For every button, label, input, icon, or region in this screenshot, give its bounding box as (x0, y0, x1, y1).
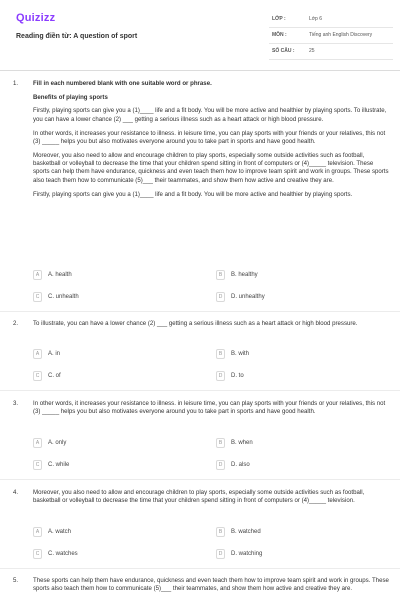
option-letter-badge: C (33, 371, 42, 381)
option-letter-badge: A (33, 270, 42, 280)
option-text: C. of (48, 372, 61, 379)
option-text: B. with (231, 350, 250, 357)
option-text: B. healthy (231, 271, 258, 278)
question-4-prompt: Moreover, you also need to allow and encourage children to play sports, especially some outside activities such as football, basketball or volleyball to decrease the time that your children spend sitting in front of computers or (4)_____ television. (33, 489, 365, 505)
meta-grade-value: Lớp 6 (309, 16, 323, 22)
option-text: D. also (231, 461, 250, 468)
question-1-body (33, 80, 389, 204)
option-text: C. while (48, 461, 70, 468)
option-letter-badge: B (216, 349, 225, 359)
option-text: A. only (48, 439, 67, 446)
question-1-instruction: Fill in each numbered blank with one suitable word or phrase. (33, 80, 212, 87)
question-2-body (33, 320, 389, 334)
question-2-prompt: To illustrate, you can have a lower chance (2) ___ getting a serious illness such as a heart attack or high blood pressure. (33, 320, 358, 327)
question-divider (0, 568, 400, 569)
option-text: A. in (48, 350, 61, 357)
option-letter-badge: D (216, 460, 225, 470)
meta-row-grade (269, 12, 393, 28)
question-1-number: 1. (13, 80, 19, 87)
option-letter-badge: B (216, 527, 225, 537)
worksheet-header (0, 0, 400, 64)
question-2-number: 2. (13, 320, 19, 327)
option-letter-badge: A (33, 349, 42, 359)
question-divider (0, 390, 400, 391)
option-letter-badge: D (216, 292, 225, 302)
option-text: D. to (231, 372, 244, 379)
question-5-number: 5. (13, 577, 19, 584)
question-5-body (33, 577, 389, 599)
header-divider (0, 70, 400, 71)
meta-grade-label: LỚP : (272, 16, 286, 22)
meta-subject-value: Tiếng anh English Discovery (309, 32, 373, 38)
worksheet-meta (269, 12, 393, 60)
option-text: D. unhealthy (231, 293, 265, 300)
option-text: B. watched (231, 528, 261, 535)
meta-row-count (269, 44, 393, 60)
meta-count-label: SỐ CÂU : (272, 48, 295, 54)
question-divider (0, 479, 400, 480)
question-5-prompt: These sports can help them have endurance, quickness and even teach them how to improve team spirit and work in groups. These sports also teach them how to communicate (5)___ their teammates, and show them how active and creative they are. (33, 577, 389, 593)
option-text: D. watching (231, 550, 263, 557)
option-text: B. when (231, 439, 253, 446)
option-letter-badge: D (216, 371, 225, 381)
option-letter-badge: C (33, 292, 42, 302)
passage-heading: Benefits of playing sports (33, 93, 108, 101)
passage-paragraph-3: Moreover, you also need to allow and encourage children to play sports, especially some outside activities such as football, basketball or volleyball to decrease the time that your children spend sitting in front of computers or (4)_____ television. These sports can help them have endurance, quickness and even teach them how to improve team spirit and work in groups. These sports also teach them how to communicate (5)___ their teammates, and show them how active and creative they are. (33, 151, 389, 184)
option-letter-badge: C (33, 549, 42, 559)
question-divider (0, 311, 400, 312)
question-1-prompt: Firstly, playing sports can give you a (1)____ life and a fit body. You will be more active and healthier by playing sports. (33, 190, 353, 198)
option-text: C. unhealth (48, 293, 79, 300)
option-text: A. watch (48, 528, 72, 535)
question-3-number: 3. (13, 400, 19, 407)
worksheet-title: Reading điền từ: A question of sport (16, 33, 138, 40)
option-text: A. health (48, 271, 72, 278)
option-letter-badge: B (216, 270, 225, 280)
question-3-prompt: In other words, it increases your resistance to illness. in leisure time, you can play sports with your friends or your relatives, this not (3) _____ helps you but also motivates everyone around you to take part in sports and have good health. (33, 400, 386, 416)
option-letter-badge: D (216, 549, 225, 559)
option-letter-badge: A (33, 527, 42, 537)
passage-paragraph-2: In other words, it increases your resistance to illness. in leisure time, you can play sports with your friends or your relatives, this not (3) _____ helps you but also motivates everyone around you to take part in sports and have good health. (33, 129, 386, 145)
meta-row-subject (269, 28, 393, 44)
passage-paragraph-1: Firstly, playing sports can give you a (1)____ life and a fit body. You will be more active and healthier by playing sports. To illustrate, you can have a lower chance (2) ___ getting a serious illness such as a heart attack or high blood pressure. (33, 107, 387, 123)
option-letter-badge: B (216, 438, 225, 448)
question-4-body (33, 489, 389, 511)
option-text: C. watches (48, 550, 78, 557)
question-4-number: 4. (13, 489, 19, 496)
quizizz-logo: Quizizz (16, 12, 56, 24)
meta-subject-label: MÔN : (272, 32, 287, 38)
question-3-body (33, 400, 389, 422)
option-letter-badge: A (33, 438, 42, 448)
option-letter-badge: C (33, 460, 42, 470)
meta-count-value: 25 (309, 48, 315, 54)
